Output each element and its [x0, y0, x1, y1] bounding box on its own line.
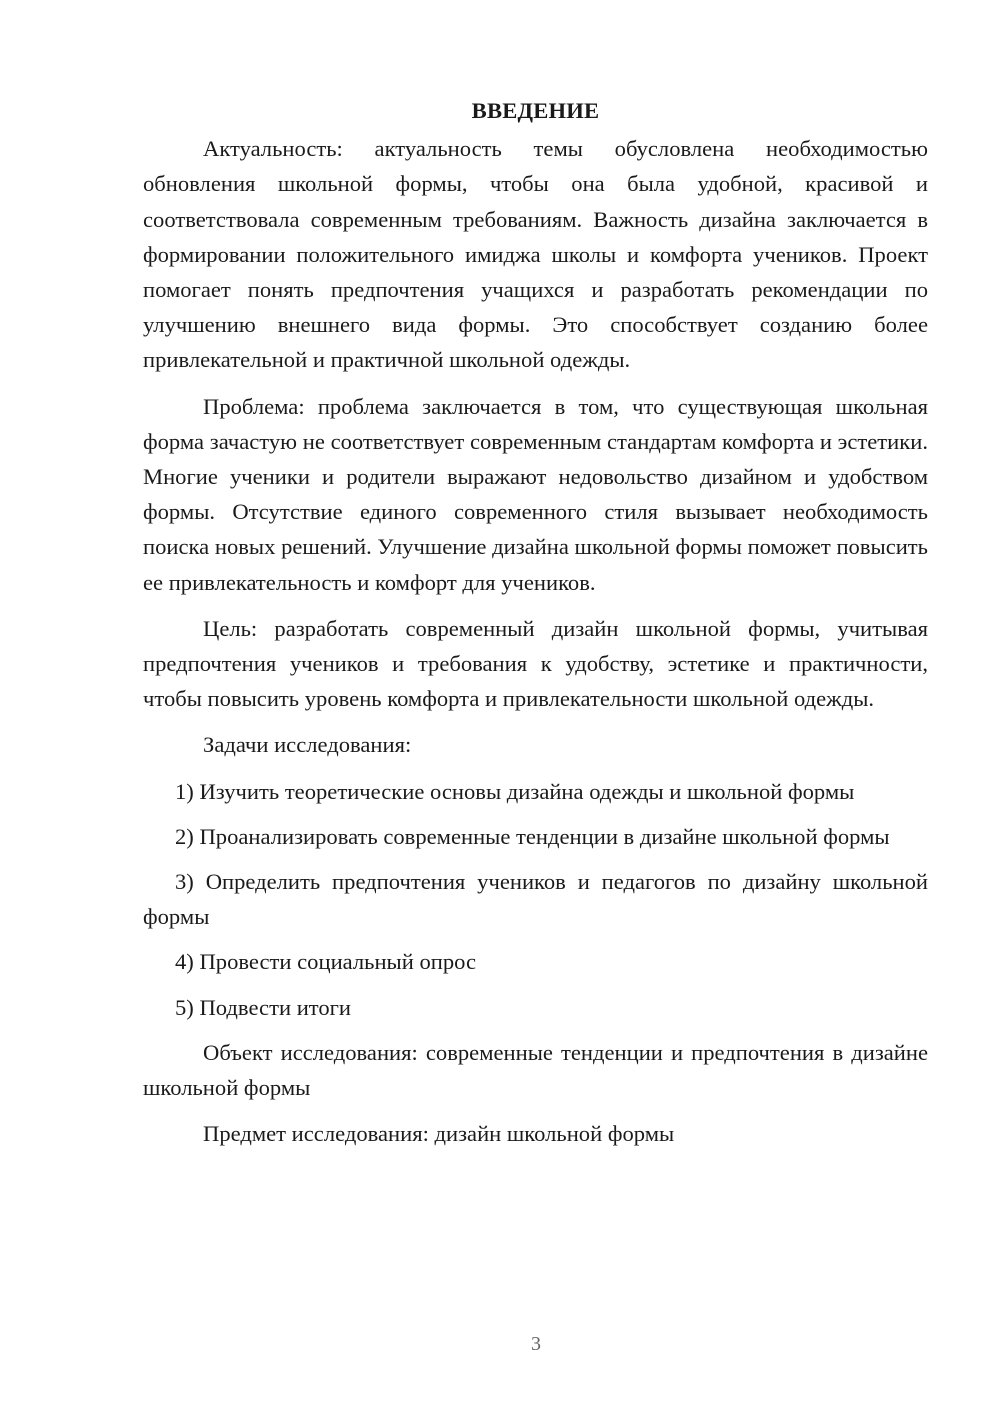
research-object: Объект исследования: современные тенденции и предпочтения в дизайне школьной формы: [143, 1039, 928, 1101]
task-item-2: 2) Проанализировать современные тенденции в дизайне школьной формы: [175, 823, 890, 849]
page-number: 3: [531, 1333, 541, 1355]
paragraph-relevance: Актуальность: актуальность темы обусловлена необходимостью обновления школьной формы, чтобы она была удобной, красивой и соответствовала современным требованиям. Важность дизайна заключается в формировании положительного имиджа школы и комфорта учеников. Проект помогает понять предпочтения учащихся и разработать рекомендации по улучшению внешнего вида формы. Это способствует созданию более привлекательной и практичной школьной одежды.: [143, 136, 928, 373]
task-item-4: 4) Провести социальный опрос: [175, 949, 477, 975]
tasks-heading: Задачи исследования:: [203, 732, 412, 758]
section-title: ВВЕДЕНИЕ: [471, 98, 600, 123]
task-item-3: 3) Определить предпочтения учеников и педагогов по дизайну школьной формы: [143, 869, 928, 930]
paragraph-goal: Цель: разработать современный дизайн школьной формы, учитывая предпочтения учеников и требования к удобству, эстетике и практичности, чтобы повысить уровень комфорта и привлекательности школьной одежды.: [143, 615, 928, 712]
page-content: [143, 93, 928, 1162]
task-item-1: 1) Изучить теоретические основы дизайна одежды и школьной формы: [175, 778, 855, 804]
task-item-5: 5) Подвести итоги: [175, 994, 352, 1020]
research-subject: Предмет исследования: дизайн школьной формы: [203, 1121, 675, 1147]
paragraph-problem: Проблема: проблема заключается в том, что существующая школьная форма зачастую не соответствует современным стандартам комфорта и эстетики. Многие ученики и родители выражают недовольство дизайном и удобством формы. Отсутствие единого современного стиля вызывает необходимость поиска новых решений. Улучшение дизайна школьной формы поможет повысить ее привлекательность и комфорт для учеников.: [143, 393, 928, 595]
